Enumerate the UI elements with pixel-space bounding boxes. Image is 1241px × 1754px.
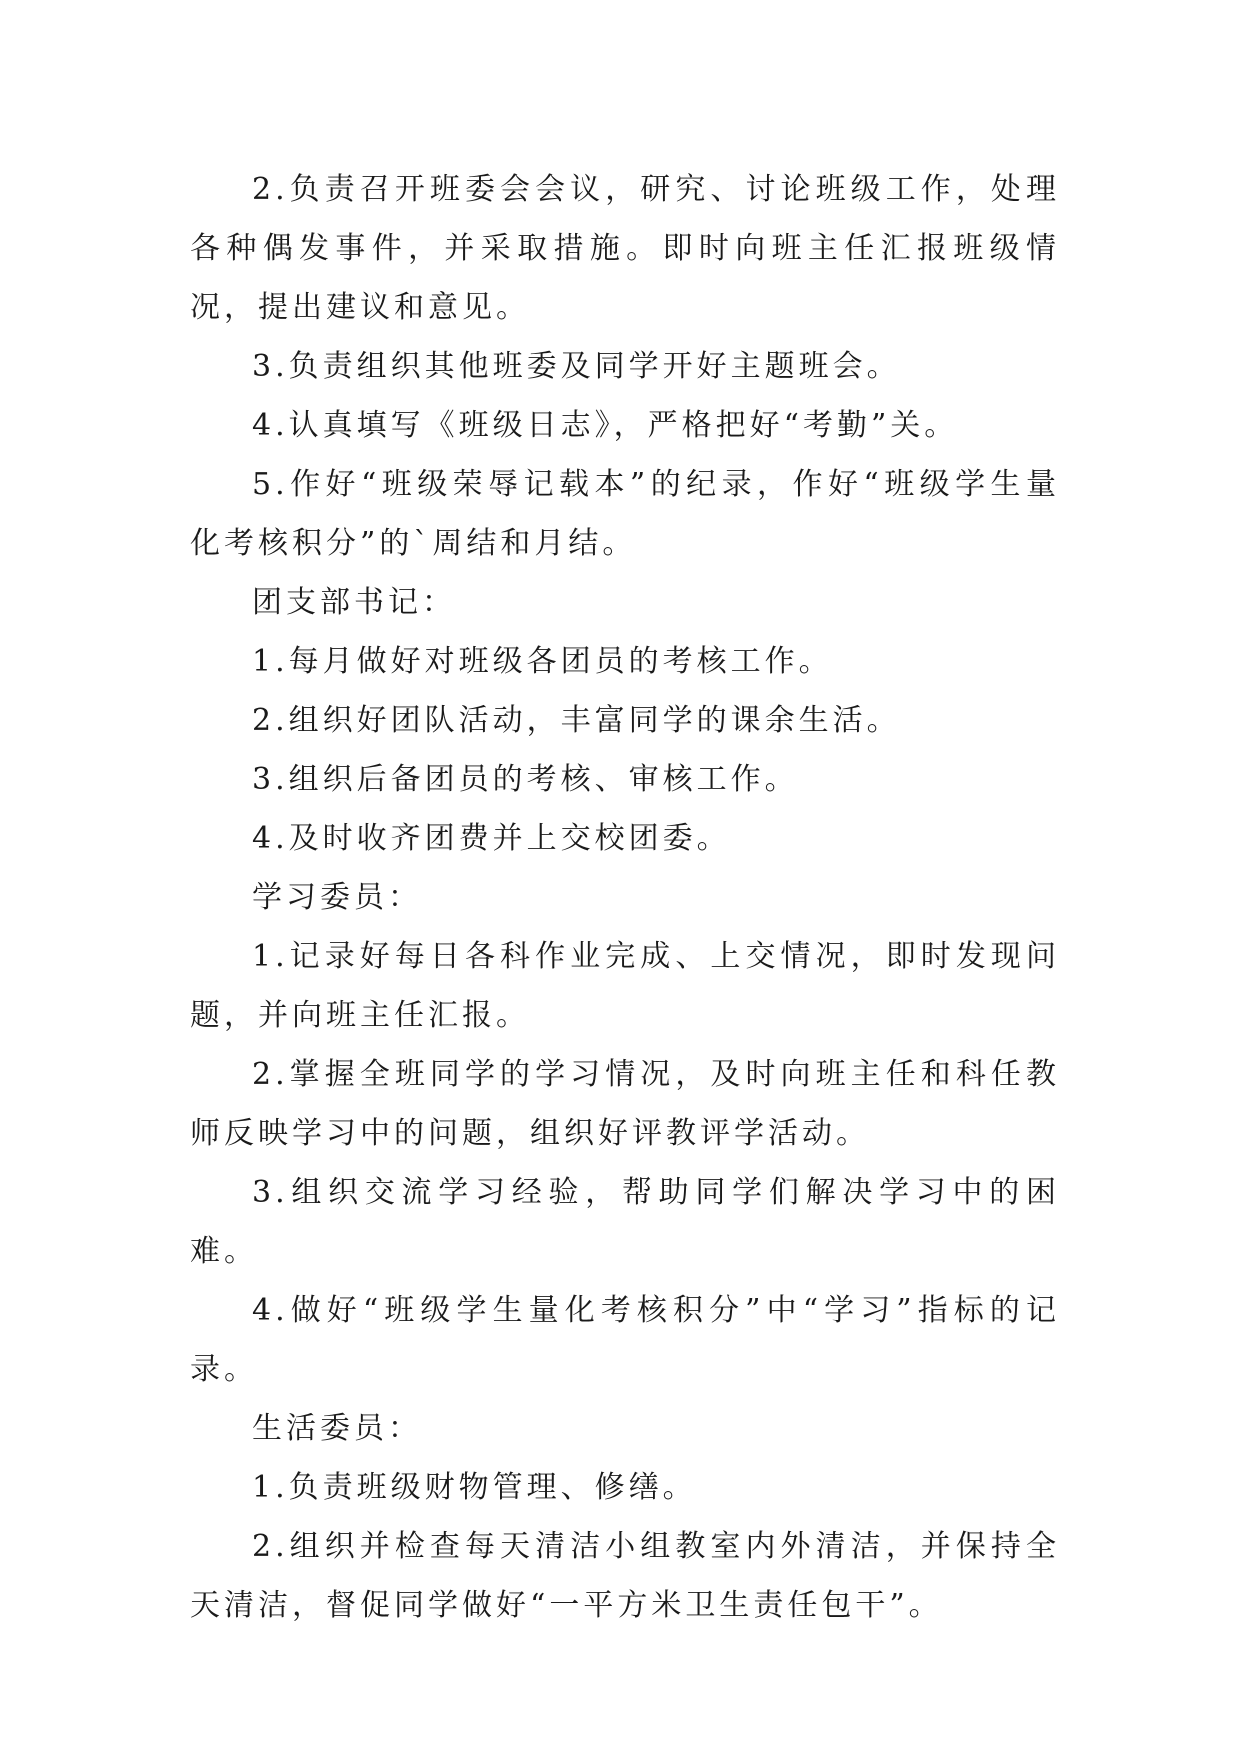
paragraph: 1.记录好每日各科作业完成、上交情况，即时发现问题，并向班主任汇报。 [190,939,1060,1033]
paragraph: 3.负责组织其他班委及同学开好主题班会。 [252,349,901,384]
paragraph: 5.作好“班级荣辱记载本”的纪录，作好“班级学生量化考核积分”的`周结和月结。 [190,467,1060,561]
paragraph: 2.组织并检查每天清洁小组教室内外清洁，并保持全天清洁，督促同学做好“一平方米卫生责任包干”。 [190,1529,1060,1623]
paragraph: 3.组织后备团员的考核、审核工作。 [252,762,799,797]
paragraph: 1.每月做好对班级各团员的考核工作。 [252,644,833,679]
paragraph: 3.组织交流学习经验，帮助同学们解决学习中的困难。 [190,1175,1060,1269]
document-body [190,160,1060,1635]
section-heading: 团支部书记： [252,585,456,620]
paragraph: 1.负责班级财物管理、修缮。 [252,1470,697,1505]
paragraph: 2.掌握全班同学的学习情况，及时向班主任和科任教师反映学习中的问题，组织好评教评学活动。 [190,1057,1060,1151]
section-heading: 学习委员： [252,880,422,915]
paragraph: 2.组织好团队活动，丰富同学的课余生活。 [252,703,901,738]
paragraph: 4.认真填写《班级日志》，严格把好“考勤”关。 [252,408,959,443]
paragraph: 4.做好“班级学生量化考核积分”中“学习”指标的记录。 [190,1293,1060,1387]
paragraph: 2.负责召开班委会会议，研究、讨论班级工作，处理各种偶发事件，并采取措施。即时向班主任汇报班级情况，提出建议和意见。 [190,172,1060,325]
section-heading: 生活委员： [252,1411,422,1446]
paragraph: 4.及时收齐团费并上交校团委。 [252,821,731,856]
